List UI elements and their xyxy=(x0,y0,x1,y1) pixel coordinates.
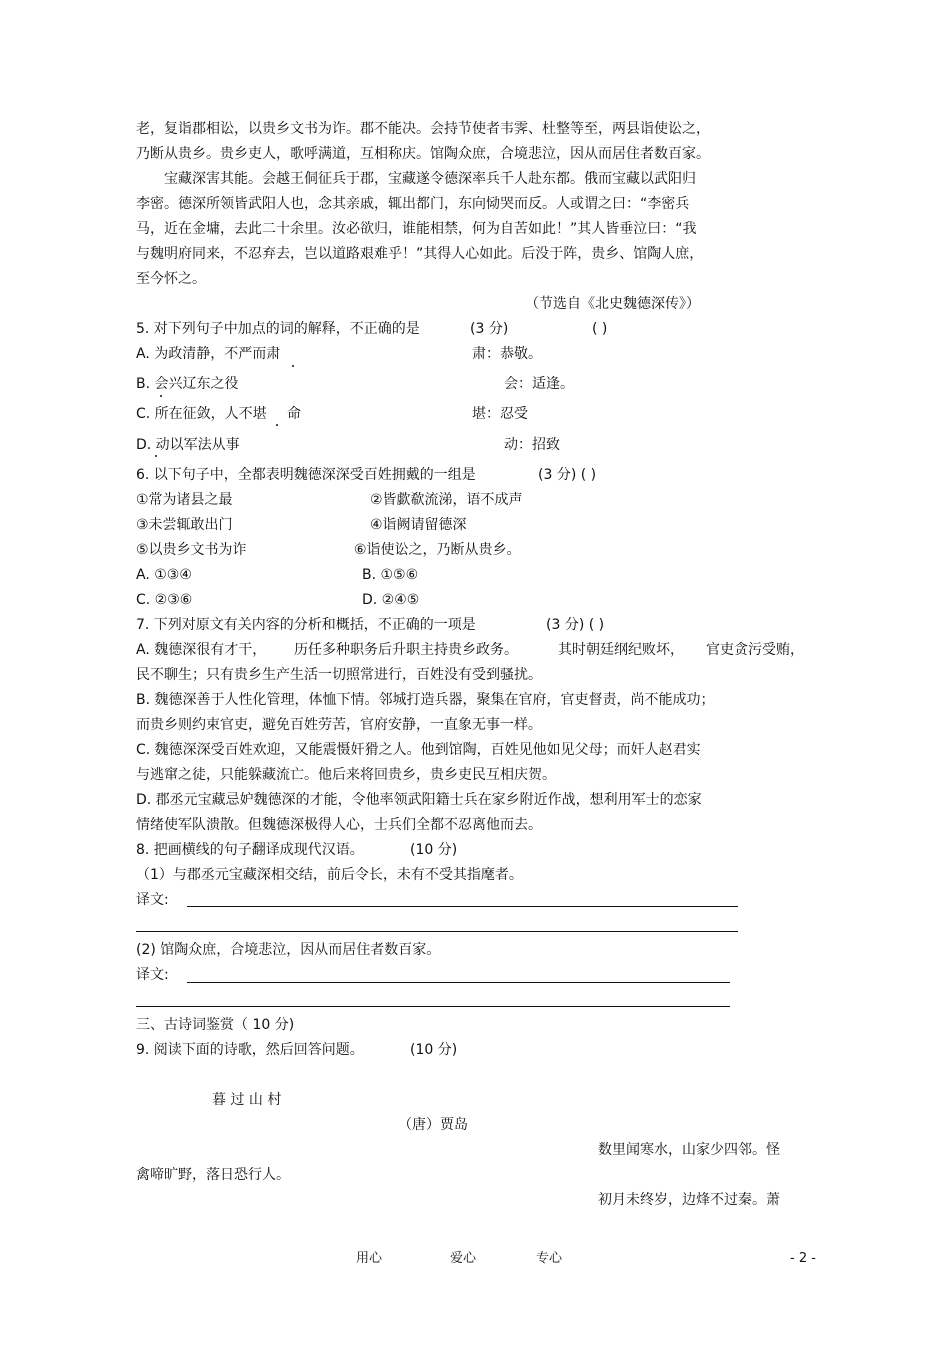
poem-line: 初月未终岁，边烽不过秦。萧 xyxy=(598,1192,780,1208)
section-3-title: 三、古诗词鉴赏（ 10 分) xyxy=(136,1017,295,1033)
q5-stem: 5. 对下列句子中加点的词的解释，不正确的是 xyxy=(136,321,420,337)
poem-line: 数里闻寒水，山家少四邻。怪 xyxy=(598,1142,780,1158)
q9-score: (10 分) xyxy=(410,1042,458,1058)
q6-stem: 6. 以下句子中，全都表明魏德深深受百姓拥戴的一组是 xyxy=(136,467,476,483)
q5-option-a-explanation: 肃：恭敬。 xyxy=(472,346,542,362)
q7-option-a-part: 其时朝廷纲纪败坏， xyxy=(558,642,684,658)
q6-option-c: C. ②③⑥ xyxy=(136,592,193,608)
passage-source: （节选自《北史魏德深传》） xyxy=(525,296,700,312)
answer-line[interactable] xyxy=(136,931,738,932)
q7-option-b-cont: 而贵乡则约束官吏，避免百姓劳苦，官府安静，一直象无事一样。 xyxy=(136,717,542,733)
q8-translation-label-2: 译文: xyxy=(136,967,169,983)
q6-item: ⑥诣使讼之，乃断从贵乡。 xyxy=(354,542,521,558)
q5-option-c-tail: 命 xyxy=(287,406,301,422)
q5-option-d: D. 动以军法从事 xyxy=(136,437,240,453)
q6-item: ①常为诸县之最 xyxy=(136,492,233,508)
passage-line: 马，近在金墉，去此二十余里。汝必欲归，谁能相禁，何为自苦如此！”其人皆垂泣曰：“我 xyxy=(136,221,697,237)
q6-option-b: B. ①⑤⑥ xyxy=(362,567,419,583)
q7-score: (3 分) ( ) xyxy=(546,617,605,633)
passage-line: 与魏明府同来，不忍弃去，岂以道路艰难乎！”其得人心如此。后没于阵，贵乡、馆陶人庶， xyxy=(136,246,704,262)
q7-option-c-cont: 与逃窜之徒，只能躲藏流亡。他后来将回贵乡，贵乡吏民互相庆贺。 xyxy=(136,767,556,783)
page-number: - 2 - xyxy=(790,1251,816,1266)
poem-author: （唐）贾岛 xyxy=(398,1117,468,1133)
emphasis-dot xyxy=(155,455,157,457)
emphasis-dot xyxy=(276,424,278,426)
q5-option-c: C. 所在征敛，人不堪 xyxy=(136,406,267,422)
footer-word: 用心 xyxy=(356,1251,383,1266)
poem-title: 暮 过 山 村 xyxy=(212,1092,282,1108)
q7-stem: 7. 下列对原文有关内容的分析和概括，不正确的一项是 xyxy=(136,617,476,633)
passage-line: 李密。德深所领皆武阳人也，念其亲戚，辄出都门，东向恸哭而反。人或谓之曰：“李密兵 xyxy=(136,196,690,212)
q8-stem: 8. 把画横线的句子翻译成现代汉语。 xyxy=(136,842,364,858)
q5-option-c-explanation: 堪：忍受 xyxy=(472,406,528,422)
q6-option-d: D. ②④⑤ xyxy=(362,592,420,608)
q6-item: ③未尝辄敢出门 xyxy=(136,517,233,533)
q8-translation-label-1: 译文: xyxy=(136,892,169,908)
q8-sentence-2: (2) 馆陶众庶，合境悲泣，因从而居住者数百家。 xyxy=(136,942,441,958)
q7-option-a-cont: 民不聊生；只有贵乡生产生活一切照常进行，百姓没有受到骚扰。 xyxy=(136,667,542,683)
passage-line: 宝藏深害其能。会越王侗征兵于郡，宝藏遂令德深率兵千人赴东都。俄而宝藏以武阳归 xyxy=(164,171,696,187)
q5-option-b-explanation: 会：适逢。 xyxy=(504,376,574,392)
q5-option-d-explanation: 动：招致 xyxy=(504,437,560,453)
q7-option-a: A. 魏德深很有才干， xyxy=(136,642,267,658)
q7-option-c: C. 魏德深深受百姓欢迎，又能震慑奸猾之人。他到馆陶，百姓见他如见父母；而奸人赵君实 xyxy=(136,742,701,758)
q8-sentence-1: （1）与郡丞元宝藏深相交结，前后令长，未有不受其指麾者。 xyxy=(136,867,523,883)
q9-stem: 9. 阅读下面的诗歌，然后回答问题。 xyxy=(136,1042,364,1058)
q5-option-b: B. 会兴辽东之役 xyxy=(136,376,239,392)
q7-option-d: D. 郡丞元宝藏忌妒魏德深的才能，令他率领武阳籍士兵在家乡附近作战，想利用军士的恋家 xyxy=(136,792,702,808)
passage-line: 乃断从贵乡。贵乡吏人，歌呼满道，互相称庆。馆陶众庶，合境悲泣，因从而居住者数百家。 xyxy=(136,146,710,162)
footer-word: 爱心 xyxy=(450,1251,477,1266)
q7-option-b: B. 魏德深善于人性化管理，体恤下情。邻城打造兵器，聚集在官府，官吏督责，尚不能成功； xyxy=(136,692,715,708)
q6-item: ②皆歔欷流涕，语不成声 xyxy=(370,492,523,508)
emphasis-dot xyxy=(292,365,294,367)
footer-word: 专心 xyxy=(536,1251,563,1266)
passage-line: 至今怀之。 xyxy=(136,271,206,287)
poem-line: 禽啼旷野，落日恐行人。 xyxy=(136,1167,290,1183)
emphasis-dot xyxy=(160,395,162,397)
q7-option-a-part: 官吏贪污受贿， xyxy=(706,642,804,658)
q6-item: ⑤以贵乡文书为诈 xyxy=(136,542,247,558)
answer-line[interactable] xyxy=(187,982,730,983)
q6-option-a: A. ①③④ xyxy=(136,567,192,583)
answer-line[interactable] xyxy=(187,906,738,907)
passage-line: 老，复诣郡相讼，以贵乡文书为诈。郡不能决。会持节使者韦霁、杜整等至，两县诣使讼之， xyxy=(136,121,710,137)
q6-score: (3 分) ( ) xyxy=(538,467,597,483)
q7-option-d-cont: 情绪使军队溃散。但魏德深极得人心，士兵们全都不忍离他而去。 xyxy=(136,817,542,833)
q5-answer-paren: ( ) xyxy=(592,321,608,337)
q8-score: (10 分) xyxy=(410,842,458,858)
q7-option-a-part: 历任多种职务后升职主持贵乡政务。 xyxy=(294,642,518,658)
q5-option-a: A. 为政清静，不严而肃 xyxy=(136,346,281,362)
q6-item: ④诣阙请留德深 xyxy=(370,517,467,533)
answer-line[interactable] xyxy=(136,1006,730,1007)
q5-score: (3 分) xyxy=(470,321,509,337)
